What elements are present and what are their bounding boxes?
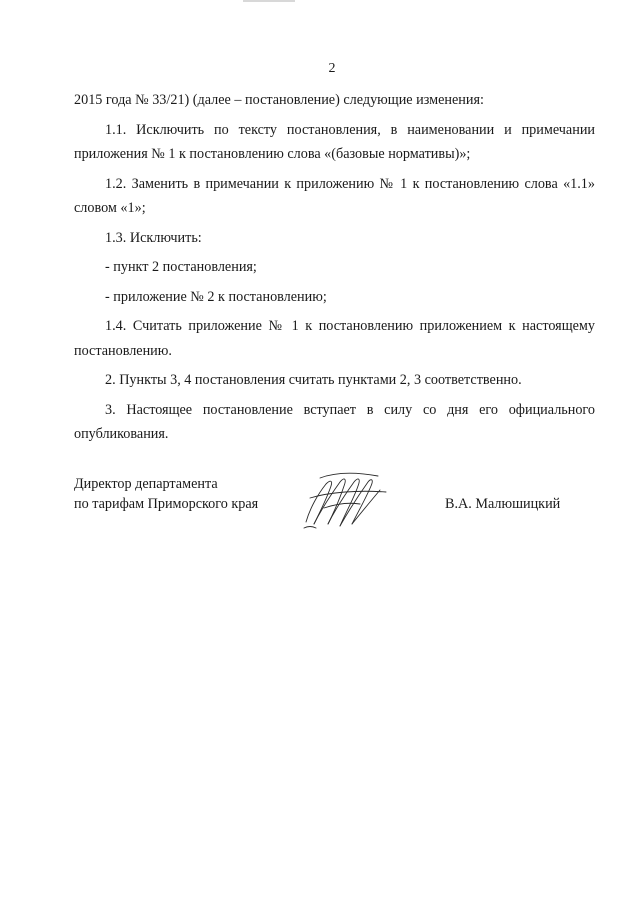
- handwritten-signature: [300, 468, 392, 532]
- scan-artifact: [243, 0, 295, 2]
- signatory-name: В.А. Малюшицкий: [445, 496, 561, 512]
- list-item-appendix-2: - приложение № 2 к постановлению;: [105, 288, 327, 305]
- paragraph-2: 2. Пункты 3, 4 постановления считать пунктами 2, 3 соответственно.: [105, 372, 522, 388]
- paragraph-1-4: 1.4. Считать приложение № 1 к постановлению приложением к настоящему постановлению.: [74, 318, 595, 359]
- signatory-position-line1: Директор департамента: [74, 476, 218, 492]
- paragraph-3: 3. Настоящее постановление вступает в силу со дня его официального опубликования.: [74, 401, 595, 442]
- signatory-position: [74, 474, 314, 514]
- page-number: 2: [328, 61, 336, 76]
- document-body: [74, 88, 595, 447]
- signatory-position-line2: по тарифам Приморского края: [74, 496, 259, 512]
- paragraph-1-3: 1.3. Исключить:: [105, 229, 202, 246]
- paragraph-continuation: 2015 года № 33/21) (далее – постановление) следующие изменения:: [74, 92, 484, 108]
- paragraph-1-2: 1.2. Заменить в примечании к приложению № 1 к постановлению слова «1.1» словом «1»;: [74, 175, 595, 216]
- list-item-point-2: - пункт 2 постановления;: [105, 259, 257, 275]
- paragraph-1-1: 1.1. Исключить по тексту постановления, в наименовании и примечании приложения № 1 к постановлению слова «(базовые нормативы)»;: [74, 121, 595, 162]
